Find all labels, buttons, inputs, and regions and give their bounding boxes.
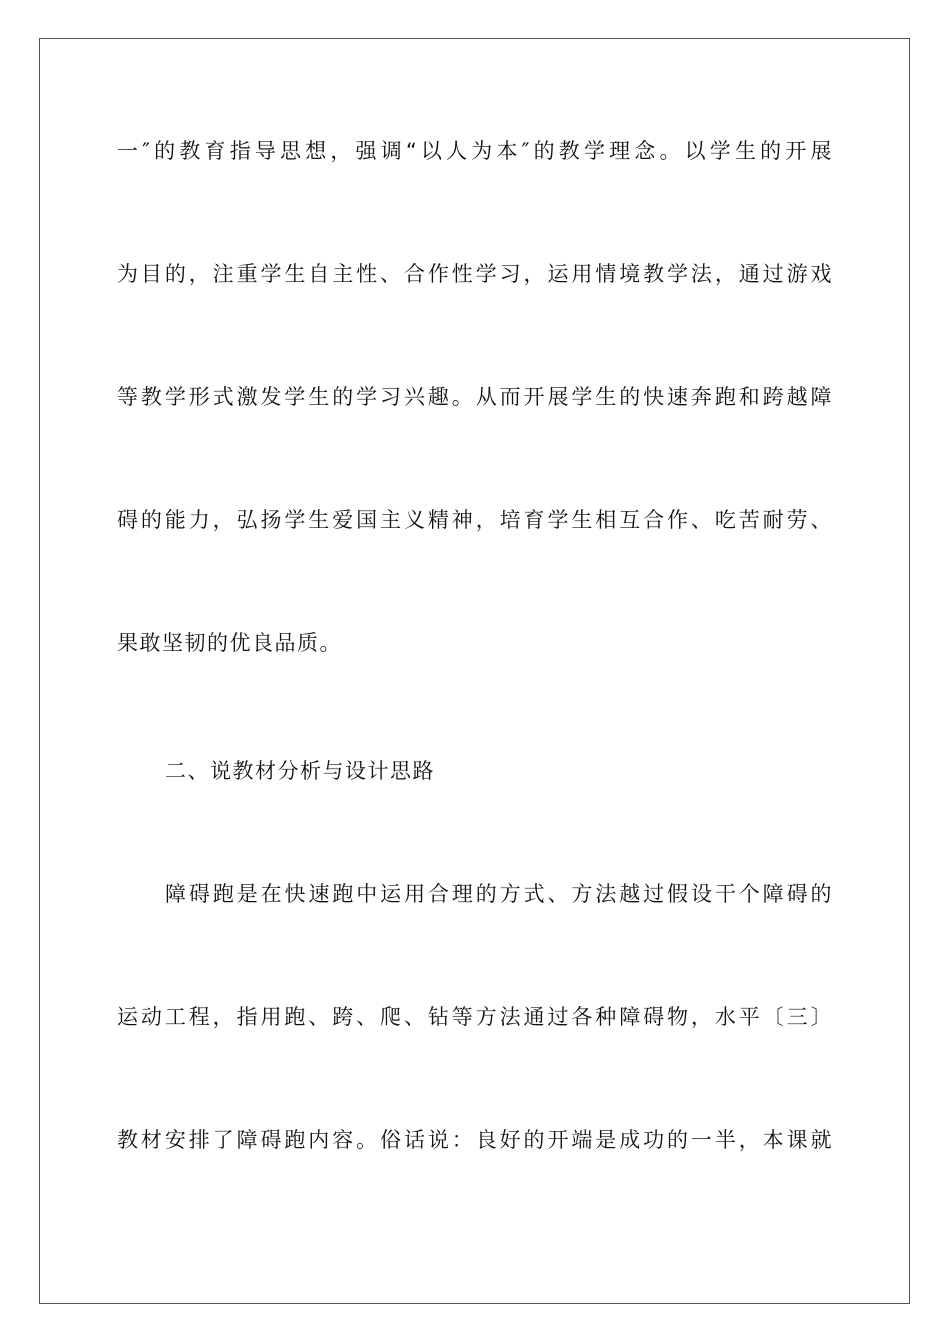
paragraph-line: 等教学形式激发学生的学习兴趣。从而开展学生的快速奔跑和跨越障 xyxy=(117,385,833,409)
paragraph-line-last: 果敢坚韧的优良品质。 xyxy=(117,631,342,655)
paragraph-line: 教材安排了障碍跑内容。俗话说：良好的开端是成功的一半，本课就 xyxy=(117,1128,833,1152)
paragraph-line: 运动工程，指用跑、跨、爬、钻等方法通过各种障碍物，水平〔三〕 xyxy=(117,1005,833,1029)
page-frame xyxy=(39,38,910,1304)
section-heading: 二、说教材分析与设计思路 xyxy=(165,759,435,783)
paragraph-line: 障碍跑是在快速跑中运用合理的方式、方法越过假设干个障碍的 xyxy=(165,882,833,906)
paragraph-line: 为目的，注重学生自主性、合作性学习，运用情境教学法，通过游戏 xyxy=(117,262,833,286)
paragraph-line: 碍的能力，弘扬学生爱国主义精神，培育学生相互合作、吃苦耐劳、 xyxy=(117,508,833,532)
paragraph-line: 一″的教育指导思想，强调“以人为本″的教学理念。以学生的开展 xyxy=(117,139,833,163)
